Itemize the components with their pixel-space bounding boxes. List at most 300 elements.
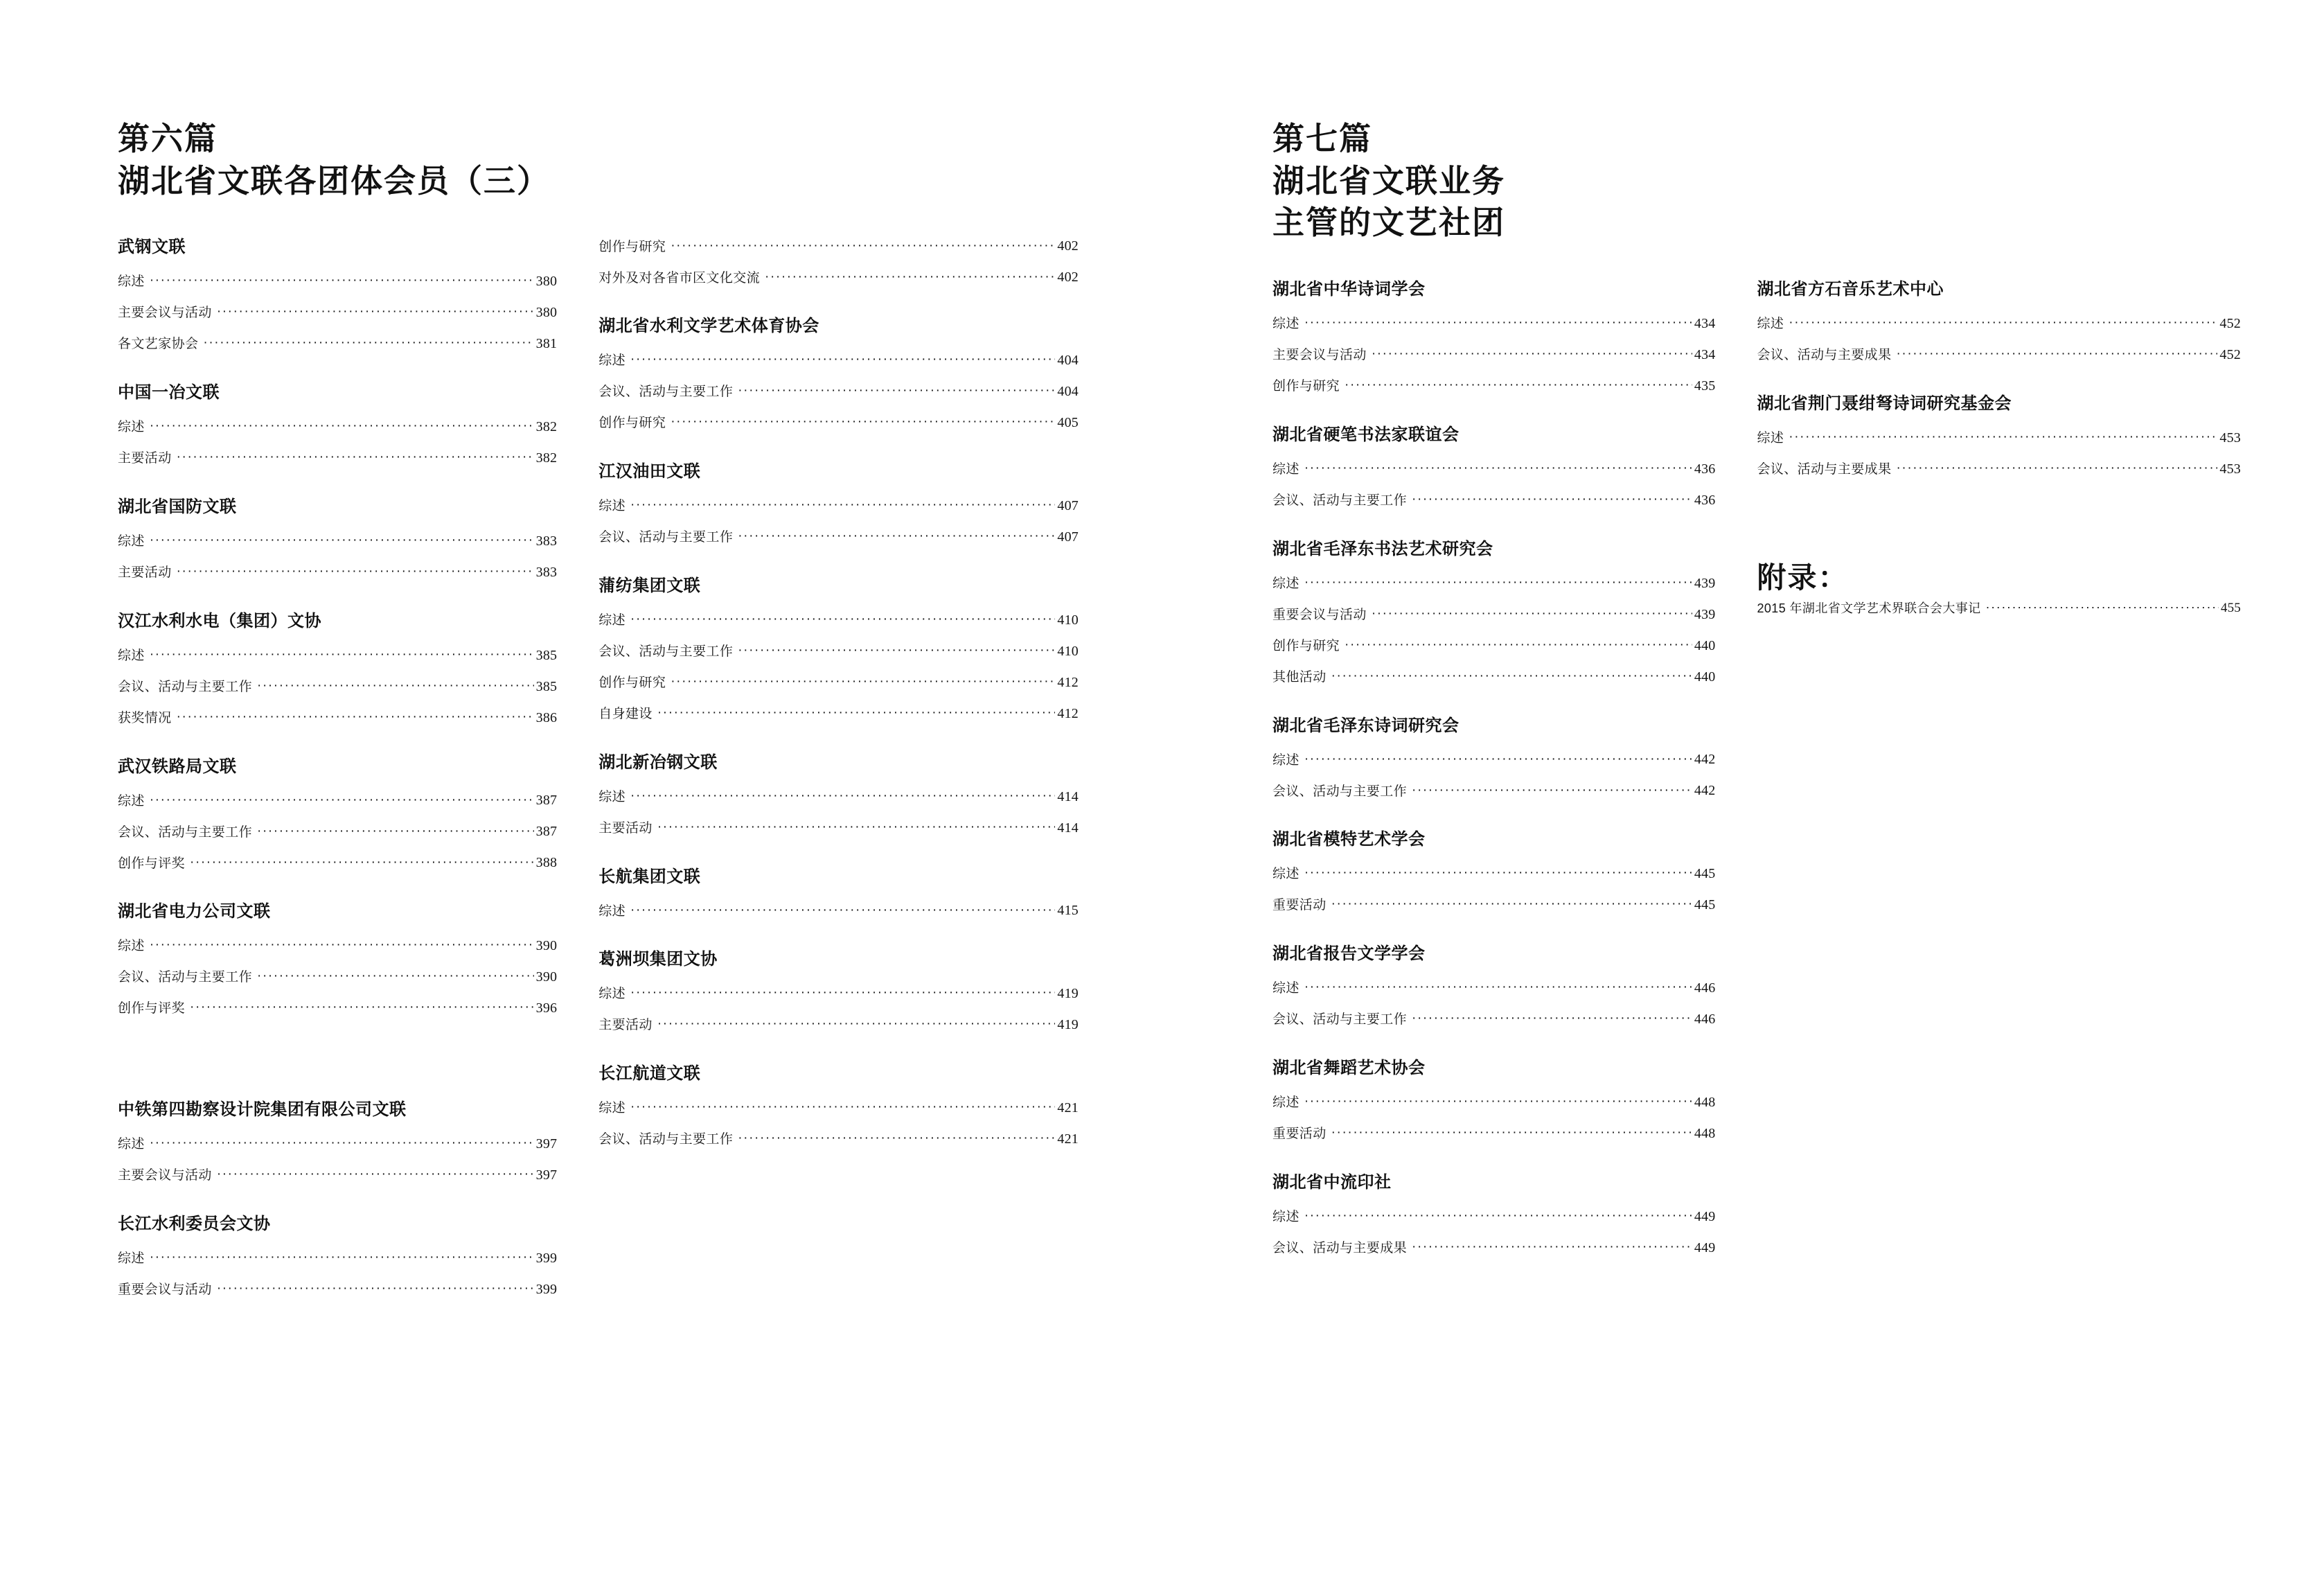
entry-page-number: 434	[1694, 346, 1716, 362]
toc-entry[interactable]	[1272, 378, 1715, 395]
entry-label: 创作与研究	[1272, 638, 1340, 653]
group-title: 葛洲坝集团文协	[598, 950, 718, 969]
leader-dots	[1304, 870, 1692, 883]
group-title: 长江水利委员会文协	[118, 1215, 271, 1234]
leader-dots	[1897, 465, 2218, 478]
entry-label: 综述	[118, 420, 145, 435]
right-part-title-line-1: 湖北省文联业务	[1272, 162, 1505, 199]
leader-dots	[1372, 351, 1692, 364]
toc-entry[interactable]	[118, 533, 557, 550]
toc-entry[interactable]	[1757, 430, 2241, 447]
entry-page-number: 407	[1057, 529, 1079, 545]
toc-entry[interactable]	[598, 238, 1079, 255]
toc-entry[interactable]	[1757, 346, 2241, 364]
left-part-title-line-1: 湖北省文联各团体会员（三）	[118, 162, 550, 199]
entry-label: 会议、活动与主要工作	[118, 970, 253, 985]
right-part-heading	[1272, 118, 2241, 244]
toc-entry[interactable]	[598, 497, 1079, 515]
entry-label: 创作与研究	[598, 416, 666, 431]
leader-dots	[738, 387, 1055, 400]
entry-page-number: 382	[535, 450, 558, 466]
leader-dots	[1789, 319, 2217, 333]
group-title: 武钢文联	[118, 238, 186, 257]
group-title: 湖北省荆门聂绀弩诗词研究基金会	[1757, 394, 2012, 413]
leader-dots	[630, 906, 1055, 919]
leader-dots	[1345, 382, 1692, 395]
toc-entry[interactable]	[118, 792, 557, 809]
leader-dots	[657, 824, 1056, 837]
leader-dots	[1412, 496, 1692, 509]
group-title: 武汉铁路局文联	[118, 757, 237, 776]
toc-entry[interactable]	[598, 985, 1079, 1003]
entry-page-number: 452	[2219, 315, 2241, 331]
toc-group	[598, 1064, 1079, 1148]
entry-page-number: 446	[1694, 980, 1716, 996]
entry-page-number: 412	[1057, 674, 1079, 690]
toc-group	[1272, 830, 1715, 914]
entry-label: 会议、活动与主要工作	[118, 824, 253, 840]
leader-dots	[630, 989, 1055, 1003]
entry-label: 会议、活动与主要成果	[1757, 462, 1892, 477]
toc-group	[1272, 280, 1715, 395]
toc-group	[598, 317, 1079, 432]
entry-page-number: 382	[535, 419, 558, 435]
entry-label: 综述	[1272, 576, 1300, 591]
toc-entry[interactable]	[598, 269, 1079, 286]
right-page	[1162, 0, 2324, 1588]
entry-label: 综述	[1272, 1095, 1300, 1110]
leader-dots	[1331, 901, 1692, 914]
entry-page-number: 412	[1057, 705, 1079, 721]
toc-entry[interactable]	[1272, 865, 1715, 883]
entry-page-number: 453	[2219, 430, 2241, 445]
entry-page-number: 390	[535, 969, 558, 985]
right-column-1	[1272, 280, 1757, 1256]
entry-page-number: 383	[535, 564, 558, 580]
toc-entry[interactable]	[118, 1167, 557, 1184]
toc-entry[interactable]	[1272, 575, 1715, 592]
leader-dots	[630, 616, 1055, 629]
leader-dots	[257, 973, 534, 986]
toc-group	[118, 497, 557, 581]
leader-dots	[203, 339, 533, 353]
toc-entry[interactable]	[118, 1000, 557, 1017]
group-title: 江汉油田文联	[598, 462, 701, 482]
toc-group	[1272, 1059, 1715, 1143]
entry-page-number: 381	[535, 336, 558, 352]
toc-entry[interactable]	[1272, 1094, 1715, 1111]
toc-group	[1272, 1173, 1715, 1257]
group-title: 长江航道文联	[598, 1064, 701, 1084]
leader-dots	[257, 827, 534, 840]
entry-page-number: 448	[1694, 1125, 1716, 1141]
toc-group	[598, 462, 1079, 546]
entry-page-number: 455	[2220, 601, 2241, 616]
group-title: 中铁第四勘察设计院集团有限公司文联	[118, 1100, 407, 1120]
toc-entry[interactable]	[118, 418, 557, 436]
entry-page-number: 448	[1694, 1094, 1716, 1110]
leader-dots	[738, 647, 1055, 660]
appendix-section	[1757, 561, 2241, 617]
entry-label: 综述	[118, 648, 145, 663]
entry-page-number: 415	[1057, 903, 1079, 919]
entry-label: 重要会议与活动	[1272, 607, 1367, 622]
toc-group	[118, 902, 557, 1017]
entry-label: 会议、活动与主要工作	[1272, 1012, 1408, 1027]
toc-entry[interactable]	[598, 1100, 1079, 1117]
toc-entry[interactable]	[1272, 1239, 1715, 1257]
entry-page-number: 445	[1694, 897, 1716, 913]
entry-label: 会议、活动与主要工作	[598, 644, 734, 660]
toc-entry[interactable]	[1272, 669, 1715, 686]
toc-entry[interactable]	[118, 854, 557, 872]
entry-label: 重要会议与活动	[118, 1282, 212, 1298]
entry-label: 综述	[118, 534, 145, 549]
entry-label: 综述	[1272, 1209, 1300, 1224]
toc-entry[interactable]	[1272, 897, 1715, 914]
leader-dots	[1304, 755, 1692, 768]
leader-dots	[671, 678, 1055, 691]
toc-entry[interactable]	[598, 1131, 1079, 1148]
entry-label: 综述	[598, 1101, 626, 1116]
entry-page-number: 383	[535, 533, 558, 549]
toc-entry[interactable]	[1272, 315, 1715, 333]
leader-dots	[657, 1021, 1056, 1034]
toc-group	[598, 950, 1079, 1034]
entry-label: 综述	[598, 499, 626, 514]
entry-label: 综述	[598, 613, 626, 628]
toc-entry[interactable]	[1757, 315, 2241, 333]
entry-label: 创作与评奖	[118, 856, 186, 871]
entry-page-number: 404	[1057, 353, 1079, 369]
entry-label: 综述	[1272, 317, 1300, 332]
entry-page-number: 386	[535, 709, 558, 725]
leader-dots	[1304, 1212, 1692, 1226]
entry-label: 综述	[598, 903, 626, 919]
entry-page-number: 397	[535, 1167, 558, 1183]
leader-dots	[1304, 319, 1692, 333]
toc-entry[interactable]	[118, 304, 557, 321]
leader-dots	[257, 682, 534, 696]
toc-group	[1757, 394, 2241, 478]
toc-entry[interactable]	[1272, 1011, 1715, 1028]
entry-label: 会议、活动与主要工作	[1272, 784, 1408, 799]
entry-page-number: 449	[1694, 1239, 1716, 1255]
leader-dots	[630, 793, 1055, 806]
group-title: 湖北省模特艺术学会	[1272, 830, 1426, 849]
leader-dots	[150, 942, 534, 955]
appendix-entry[interactable]	[1757, 600, 2241, 617]
leader-dots	[738, 533, 1055, 546]
left-column-1	[118, 238, 598, 1298]
leader-dots	[190, 858, 534, 872]
entry-label: 创作与研究	[598, 239, 666, 254]
leader-dots	[630, 1104, 1055, 1117]
entry-page-number: 380	[535, 274, 558, 290]
entry-label: 主要会议与活动	[118, 306, 212, 321]
entry-page-number: 390	[535, 938, 558, 954]
entry-label: 综述	[118, 1251, 145, 1267]
entry-page-number: 404	[1057, 384, 1079, 400]
entry-label: 主要活动	[598, 820, 653, 836]
group-title: 湖北新冶钢文联	[598, 752, 718, 772]
leader-dots	[1372, 610, 1692, 624]
toc-entry[interactable]	[598, 643, 1079, 660]
toc-group	[1272, 944, 1715, 1028]
entry-label: 会议、活动与主要成果	[1272, 1240, 1408, 1255]
entry-label: 综述	[1757, 431, 1784, 445]
group-title: 湖北省水利文学艺术体育协会	[598, 317, 819, 336]
entry-label: 综述	[1272, 981, 1300, 996]
toc-entry[interactable]	[598, 612, 1079, 629]
toc-entry[interactable]	[1757, 461, 2241, 478]
group-title: 湖北省国防文联	[118, 497, 237, 517]
column-gap-spacer	[118, 1048, 557, 1100]
entry-label: 重要活动	[1272, 898, 1327, 913]
toc-entry[interactable]	[118, 1281, 557, 1298]
group-title: 长航集团文联	[598, 867, 701, 886]
right-page-columns	[1272, 280, 2241, 1256]
toc-group	[118, 1100, 557, 1184]
entry-page-number: 421	[1057, 1100, 1079, 1116]
toc-entry[interactable]	[598, 352, 1079, 369]
leader-dots	[1412, 786, 1692, 800]
entry-page-number: 385	[535, 647, 558, 663]
toc-group	[118, 1215, 557, 1298]
entry-page-number: 436	[1694, 461, 1716, 477]
leader-dots	[217, 1285, 534, 1298]
toc-entry[interactable]	[118, 1136, 557, 1153]
entry-page-number: 396	[535, 1000, 558, 1016]
toc-entry[interactable]	[118, 937, 557, 955]
entry-label: 自身建设	[598, 707, 653, 722]
group-title: 湖北省舞蹈艺术协会	[1272, 1058, 1426, 1077]
toc-group	[118, 757, 557, 872]
right-column-2	[1757, 280, 2241, 1256]
toc-entry[interactable]	[598, 1016, 1079, 1034]
entry-page-number: 402	[1057, 270, 1079, 285]
leader-dots	[1345, 642, 1692, 655]
entry-page-number: 439	[1694, 606, 1716, 622]
toc-group-continued	[598, 238, 1079, 286]
toc-entry[interactable]	[118, 823, 557, 840]
entry-page-number: 388	[535, 855, 558, 871]
toc-entry[interactable]	[118, 335, 557, 353]
entry-page-number: 402	[1057, 238, 1079, 254]
group-title: 湖北省硬笔书法家联谊会	[1272, 425, 1460, 444]
leader-dots	[150, 277, 534, 290]
entry-label: 综述	[598, 353, 626, 369]
entry-page-number: 442	[1694, 783, 1716, 799]
leader-dots	[1304, 465, 1692, 478]
leader-dots	[190, 1004, 534, 1017]
entry-label: 综述	[1757, 317, 1784, 332]
entry-label: 对外及对各省市区文化交流	[598, 270, 761, 285]
entry-page-number: 397	[535, 1136, 558, 1152]
entry-label: 综述	[1272, 752, 1300, 768]
entry-page-number: 440	[1694, 669, 1716, 685]
toc-group	[118, 383, 557, 467]
leader-dots	[177, 454, 534, 467]
entry-label: 主要活动	[118, 565, 172, 581]
entry-page-number: 407	[1057, 498, 1079, 514]
entry-page-number: 419	[1057, 986, 1079, 1002]
entry-label: 2015 年湖北省文学艺术界联合会大事记	[1757, 601, 1981, 616]
entry-page-number: 387	[535, 793, 558, 809]
toc-entry[interactable]	[118, 678, 557, 696]
entry-label: 会议、活动与主要工作	[118, 679, 253, 694]
entry-page-number: 380	[535, 305, 558, 321]
toc-group	[1757, 280, 2241, 364]
toc-entry[interactable]	[598, 414, 1079, 432]
toc-entry[interactable]	[1272, 751, 1715, 768]
entry-label: 综述	[1272, 867, 1300, 882]
leader-dots	[1412, 1244, 1692, 1257]
entry-page-number: 439	[1694, 575, 1716, 591]
entry-label: 综述	[118, 939, 145, 954]
entry-page-number: 435	[1694, 378, 1716, 394]
toc-group	[118, 612, 557, 727]
toc-entry[interactable]	[1272, 1208, 1715, 1226]
entry-label: 获奖情况	[118, 710, 172, 725]
entry-label: 各文艺家协会	[118, 337, 199, 352]
toc-entry[interactable]	[1272, 782, 1715, 800]
leader-dots	[671, 418, 1055, 432]
entry-label: 主要活动	[598, 1018, 653, 1033]
leader-dots	[1304, 984, 1692, 997]
toc-group	[598, 576, 1079, 723]
toc-entry[interactable]	[118, 564, 557, 581]
leader-dots	[217, 308, 534, 321]
entry-label: 综述	[1272, 462, 1300, 477]
group-title: 湖北省方石音乐艺术中心	[1757, 280, 1944, 299]
left-part-number: 第六篇	[118, 121, 218, 157]
group-title: 湖北省中华诗词学会	[1272, 280, 1426, 299]
entry-label: 重要活动	[1272, 1126, 1327, 1141]
toc-entry[interactable]	[598, 902, 1079, 919]
entry-page-number: 440	[1694, 637, 1716, 653]
toc-entry[interactable]	[118, 273, 557, 290]
leader-dots	[1331, 1129, 1692, 1143]
toc-entry[interactable]	[1272, 346, 1715, 364]
toc-entry[interactable]	[598, 383, 1079, 400]
right-part-number: 第七篇	[1272, 121, 1372, 157]
toc-entry[interactable]	[1272, 606, 1715, 624]
leader-dots	[150, 1254, 534, 1267]
entry-label: 综述	[118, 793, 145, 809]
toc-entry[interactable]	[598, 788, 1079, 806]
entry-page-number: 410	[1057, 612, 1079, 628]
entry-page-number: 399	[535, 1250, 558, 1266]
entry-page-number: 421	[1057, 1131, 1079, 1147]
toc-entry[interactable]	[1272, 980, 1715, 997]
toc-entry[interactable]	[1272, 637, 1715, 655]
left-page-columns	[118, 238, 1079, 1298]
leader-dots	[177, 568, 534, 581]
appendix-title: 附录：	[1757, 561, 1849, 594]
group-title: 湖北省中流印社	[1272, 1172, 1392, 1192]
entry-label: 会议、活动与主要工作	[1272, 493, 1408, 508]
leader-dots	[1897, 351, 2218, 364]
toc-entry[interactable]	[1272, 1125, 1715, 1143]
entry-label: 创作与研究	[598, 676, 666, 691]
leader-dots	[630, 356, 1055, 369]
toc-entry[interactable]	[1272, 461, 1715, 478]
leader-dots	[1412, 1015, 1692, 1028]
entry-page-number: 414	[1057, 788, 1079, 804]
leader-dots	[671, 242, 1055, 255]
entry-page-number: 449	[1694, 1208, 1716, 1224]
entry-page-number: 442	[1694, 752, 1716, 768]
leader-dots	[630, 502, 1055, 515]
entry-page-number: 445	[1694, 866, 1716, 882]
entry-page-number: 410	[1057, 643, 1079, 659]
entry-page-number: 419	[1057, 1017, 1079, 1033]
group-title: 汉江水利水电（集团）文协	[118, 611, 321, 630]
leader-dots	[1331, 673, 1692, 686]
entry-label: 创作与评奖	[118, 1001, 186, 1016]
leader-dots	[150, 796, 534, 809]
leader-dots	[150, 537, 534, 550]
toc-entry[interactable]	[118, 1250, 557, 1267]
toc-group	[598, 867, 1079, 920]
toc-entry[interactable]	[598, 674, 1079, 691]
group-title: 湖北省报告文学学会	[1272, 944, 1426, 964]
leader-dots	[1304, 579, 1692, 592]
group-title: 蒲纺集团文联	[598, 576, 701, 596]
toc-entry[interactable]	[598, 705, 1079, 723]
entry-label: 会议、活动与主要工作	[598, 385, 734, 400]
leader-dots	[150, 1140, 534, 1153]
toc-entry[interactable]	[598, 820, 1079, 837]
entry-page-number: 399	[535, 1281, 558, 1297]
entry-label: 综述	[598, 987, 626, 1002]
group-title: 湖北省毛泽东书法艺术研究会	[1272, 539, 1493, 558]
toc-entry[interactable]	[1272, 492, 1715, 509]
toc-entry[interactable]	[118, 450, 557, 467]
entry-label: 会议、活动与主要工作	[598, 530, 734, 545]
entry-page-number: 414	[1057, 820, 1079, 836]
entry-label: 会议、活动与主要工作	[598, 1132, 734, 1147]
entry-label: 主要活动	[118, 451, 172, 466]
group-title: 中国一冶文联	[118, 383, 220, 403]
entry-page-number: 436	[1694, 492, 1716, 508]
left-part-heading	[118, 118, 1079, 202]
entry-label: 主要会议与活动	[1272, 348, 1367, 363]
leader-dots	[765, 273, 1055, 286]
left-column-2	[598, 238, 1079, 1298]
toc-group	[598, 753, 1079, 837]
toc-entry[interactable]	[598, 529, 1079, 546]
leader-dots	[1789, 434, 2217, 447]
toc-group	[1272, 716, 1715, 800]
toc-entry[interactable]	[118, 969, 557, 986]
entry-label: 创作与研究	[1272, 379, 1340, 394]
group-title: 湖北省电力公司文联	[118, 902, 271, 921]
toc-entry[interactable]	[118, 709, 557, 727]
entry-label: 其他活动	[1272, 669, 1327, 685]
leader-dots	[738, 1135, 1055, 1148]
toc-entry[interactable]	[118, 647, 557, 664]
entry-label: 综述	[598, 789, 626, 804]
leader-dots	[1986, 603, 2219, 617]
entry-page-number: 434	[1694, 315, 1716, 331]
toc-group	[1272, 540, 1715, 686]
leader-dots	[150, 651, 534, 664]
entry-page-number: 387	[535, 824, 558, 840]
toc-group	[1272, 425, 1715, 509]
entry-label: 会议、活动与主要成果	[1757, 348, 1892, 363]
